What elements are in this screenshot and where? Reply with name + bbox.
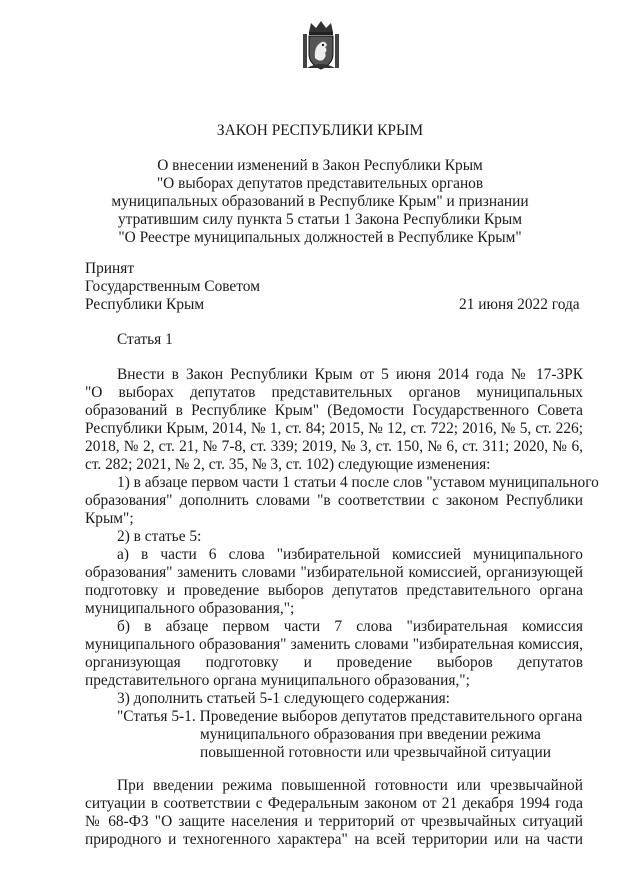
body-line: образования" дополнить словами "в соответствии с законом Республики <box>85 492 583 509</box>
body-line: 1) в абзаце первом части 1 статьи 4 после слов "уставом муниципального <box>117 474 599 491</box>
article-5-1-heading-line: повышенной готовности или чрезвычайной ситуации <box>200 744 551 761</box>
body-line: 2018, № 2, ст. 21, № 7-8, ст. 339; 2019, № 3, ст. 150, № 6, ст. 311; 2020, № 6, <box>85 438 583 455</box>
adoption-line: Республики Крым <box>85 296 205 313</box>
body-line: Республики Крым, 2014, № 1, ст. 84; 2015, № 12, ст. 722; 2016, № 5, ст. 226; <box>85 420 583 437</box>
body-line: организующая подготовку и проведение выборов депутатов <box>85 654 583 671</box>
body-line: образования" заменить словами "избирательной комиссией, организующей <box>85 564 583 581</box>
article-5-1-heading-line: муниципального образования при введении режима <box>200 726 541 743</box>
body-line: ситуации в соответствии с Федеральным законом от 21 декабря 1994 года <box>85 795 583 812</box>
body-line: № 68-ФЗ "О защите населения и территорий от чрезвычайных ситуаций <box>85 813 583 830</box>
body-line: муниципального образования,"; <box>85 600 295 617</box>
subtitle-line: утратившим силу пункта 5 статьи 1 Закона Республики Крым <box>117 211 522 228</box>
body-line: представительного органа муниципального образования,"; <box>85 672 470 689</box>
adoption-line: Принят <box>85 260 135 277</box>
body-line: муниципального образования" заменить словами "избирательная комиссия, <box>85 636 583 653</box>
body-line: Внести в Закон Республики Крым от 5 июня 2014 года № 17-ЗРК <box>117 366 583 383</box>
body-line: ст. 282; 2021, № 2, ст. 35, № 3, ст. 102) следующие изменения: <box>85 456 491 473</box>
subtitle-line: "О Реестре муниципальных должностей в Республике Крым" <box>118 229 522 246</box>
subtitle-line: О внесении изменений в Закон Республики Крым <box>157 157 483 174</box>
body-line: "О выборах депутатов представительных органов муниципальных <box>85 384 583 401</box>
adoption-date: 21 июня 2022 года <box>459 296 580 313</box>
subtitle-line: муниципальных образований в Республике Крым" и признании <box>111 193 529 210</box>
article-heading: Статья 1 <box>117 331 173 348</box>
body-line: При введении режима повышенной готовности или чрезвычайной <box>117 777 583 794</box>
body-line: а) в части 6 слова "избирательной комиссией муниципального <box>117 546 583 563</box>
subtitle-line: "О выборах депутатов представительных органов <box>156 175 484 192</box>
body-line: подготовку и проведение выборов депутатов представительного органа <box>85 582 583 599</box>
adoption-line: Государственным Советом <box>85 278 260 295</box>
body-line: 2) в статье 5: <box>117 528 202 545</box>
body-line: б) в абзаце первом части 7 слова "избирательная комиссия <box>117 618 583 635</box>
coat-of-arms-icon <box>301 20 341 72</box>
body-line: 3) дополнить статьей 5-1 следующего содержания: <box>117 690 450 707</box>
law-title: ЗАКОН РЕСПУБЛИКИ КРЫМ <box>216 122 424 139</box>
body-line: образований в Республике Крым" (Ведомости Государственного Совета <box>85 402 583 419</box>
article-5-1-heading-line: "Статья 5-1. Проведение выборов депутатов представительного органа <box>117 708 583 725</box>
body-line: природного и техногенного характера" на всей территории или на части <box>85 831 583 848</box>
body-line: Крым"; <box>85 510 134 527</box>
